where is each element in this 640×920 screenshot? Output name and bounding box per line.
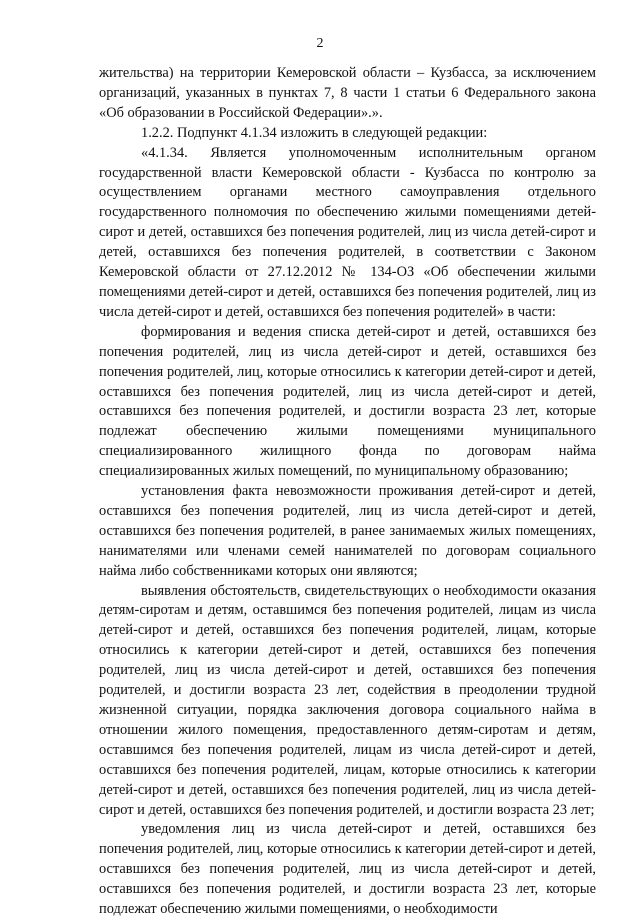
paragraph-circumstances-identification: выявления обстоятельств, свидетельствующих о необходимости оказания детям-сиротам и детям, оставшимся без попечения родителей, лицам из числа детей-сирот и детей, оставшихся без попечения родителей, лицам, которые относились к категории детей-сирот и детей, оставшихся без попечения родителей, лиц из числа детей-сирот и детей, оставшихся без попечения родителей, и достигли возраста 23 лет, содействия в преодолении трудной жизненной ситуации, порядка заключения договора социального найма в отношении жилого помещения, предоставленного детям-сиротам и детям, оставшимся без попечения родителей, лицам из числа детей-сирот и детей, оставшихся без попечения родителей, лицам, которые относились к категории детей-сирот и детей, оставшихся без попечения родителей, лиц из числа детей-сирот и детей, оставшихся без попечения родителей, и достигли возраста 23 лет;: [99, 582, 596, 818]
page-number: 2: [316, 36, 324, 51]
paragraph-amendment-heading: 1.2.2. Подпункт 4.1.34 изложить в следующей редакции:: [141, 124, 488, 141]
paragraph-fact-establishment: установления факта невозможности проживания детей-сирот и детей, оставшихся без попечения родителей, лиц из числа детей-сирот и детей, оставшихся без попечения родителей, в ранее занимаемых жилых помещениях, нанимателями или членами семей нанимателей по договорам социального найма либо собственниками которых они являются;: [99, 483, 596, 579]
paragraph-continuation: жительства) на территории Кемеровской области – Кузбасса, за исключением организаций, указанных в пунктах 7, 8 части 1 статьи 6 Федерального закона «Об образовании в Российской Федерации».».: [99, 65, 596, 121]
paragraph-subclause-4-1-34: «4.1.34. Является уполномоченным исполнительным органом государственной власти Кемеровской области - Кузбасса по контролю за осуществлением органами местного самоуправления отдельного государственного полномочия по обеспечению жилыми помещениями детей-сирот и детей, оставшихся без попечения родителей, лиц из числа детей-сирот и детей, оставшихся без попечения родителей, в соответствии с Законом Кемеровской области от 27.12.2012 № 134-ОЗ «Об обеспечении жилыми помещениями детей-сирот и детей, оставшихся без попечения родителей, лиц из числа детей-сирот и детей, оставшихся без попечения родителей» в части:: [99, 144, 596, 320]
paragraph-notification: уведомления лиц из числа детей-сирот и детей, оставшихся без попечения родителей, лиц, которые относились к категории детей-сирот и детей, оставшихся без попечения родителей, лиц из числа детей-сирот и детей, оставшихся без попечения родителей, и достигли возраста 23 лет, которые подлежат обеспечению жилыми помещениями, о необходимости: [99, 821, 596, 918]
document-body: [99, 64, 596, 920]
paragraph-list-formation: формирования и ведения списка детей-сирот и детей, оставшихся без попечения родителей, лиц из числа детей-сирот и детей, оставшихся без попечения родителей, лиц, которые относились к категории детей-сирот и детей, оставшихся без попечения родителей, лиц из числа детей-сирот и детей, оставшихся без попечения родителей, и достигли возраста 23 лет, которые подлежат обеспечению жилыми помещениями муниципального специализированного жилищного фонда по договорам найма специализированных жилых помещений, по муниципальному образованию;: [99, 323, 596, 480]
